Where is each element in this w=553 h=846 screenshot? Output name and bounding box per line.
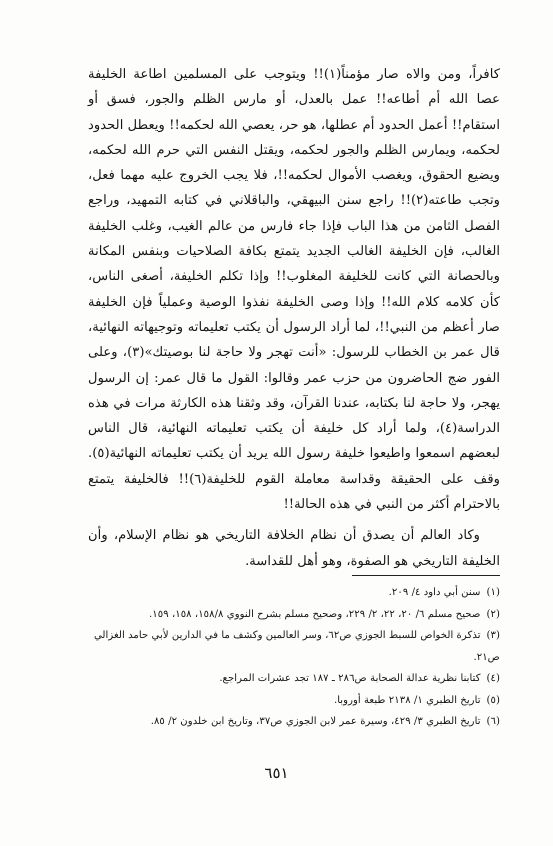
footnote-separator	[352, 575, 500, 576]
footnote-text: تاريخ الطبري ١/ ٢١٣٨ طبعة أوروبا.	[333, 694, 481, 706]
footnote-text: تاريخ الطبري ٣/ ٤٢٩، وسيرة عمر لابن الجوزي ص٣٧، وتاريخ ابن خلدون ٢/ ٨٥.	[150, 716, 481, 727]
footnote-2	[88, 604, 500, 626]
footnote-text: تذكرة الخواص للسبط الجوزي ص٦٢، وسر العالمين وكشف ما في الدارين لأبي حامد الغزالي ص٢١.	[93, 630, 500, 663]
body-paragraph-2: وكاد العالم أن يصدق أن نظام الخلافة التاريخي هو نظام الإسلام، وأن الخليفة التاريخي هو الصفوة، وهو أهل للقداسة.	[88, 528, 500, 569]
page-number: ٦٥١	[264, 764, 289, 782]
main-text	[88, 62, 500, 574]
footnote-3	[88, 625, 500, 668]
footnote-text: كتابنا نظرية عدالة الصحابة ص٢٨٦ ـ ١٨٧ تجد عشرات المراجع.	[219, 673, 481, 684]
footnote-1	[88, 582, 500, 604]
footnote-text: صحيح مسلم ٦/ ٢٠، ٢٢، ٢/ ٢٢٩، وصحيح مسلم بشرح النووي ١٥٨/٨، ١٥٨، ١٥٩.	[149, 608, 481, 620]
footnote-text: سنن أبي داود ٤/ ٢٠٩.	[388, 587, 481, 598]
body-paragraph-1: كافراً، ومن والاه صار مؤمناً(١)!! ويتوجب على المسلمين اطاعة الخليفة عصا الله أم أطاعه!! عمل بالعدل، أو مارس الظلم والجور، فسق أو استقام!! أعمل الحدود أم عطلها، هو حر، يعصي الله لحكمه!! ويعطل الحدود لحكمه، ويمارس الظلم والجور لحكمه، ويقتل النفس التي حرم الله لحكمه، ويضيع الحقوق، ويغصب الأموال لحكمه!!، فلا يجب الخروج عليه مهما فعل، وتجب طاعته(٢)!! راجع سنن البيهقي، والباقلاني في كتابه التمهيد، وراجع الفصل الثامن من هذا الباب فإذا جاء فارس من عالم الغيب، وغلب الخليفة الغالب، فإن الخليفة الغالب الجديد يتمتع بكافة الصلاحيات وبنفس المكانة وبالحصانة التي كانت للخليفة المغلوب!! وإذا تكلم الخليفة، أصغى الناس، كأن كلامه كلام الله!! وإذا وصى الخليفة نفذوا الوصية وعملياً فإن الخليفة صار أعظم من النبي!!، لما أراد الرسول أن يكتب تعليماته وتوجيهاته النهائية، قال عمر بن الخطاب للرسول: «أنت تهجر ولا حاجة لنا بوصيتك»(٣)، وعلى الفور ضج الحاضرون من حزب عمر وقالوا: القول ما قال عمر: إن الرسول يهجر، ولا حاجة لنا بكتابه، عندنا القرآن، وقد وثقنا هذه الكارثة مرات في هذه الدراسة(٤)، ولما أراد كل خليفة أن يكتب تعليماته النهائية، قال الناس لبعضهم اسمعوا واطيعوا خليفة رسول الله يريد أن يكتب تعليماته النهائية(٥). وقف على الحقيقة وقداسة معاملة القوم للخليفة(٦)!! فالخليفة يتمتع بالاحترام أكثر من النبي في هذه الحالة!!	[88, 67, 500, 513]
footnote-4	[88, 668, 500, 690]
footnote-number: (١)	[486, 587, 500, 598]
footnote-number: (٦)	[486, 716, 500, 727]
footnote-number: (٤)	[486, 673, 500, 684]
footnotes	[88, 582, 500, 733]
footnote-number: (٣)	[486, 630, 500, 641]
footnote-number: (٥)	[486, 694, 500, 706]
footnote-6	[88, 711, 500, 733]
footnote-5	[88, 690, 500, 712]
footnote-number: (٢)	[486, 608, 500, 620]
